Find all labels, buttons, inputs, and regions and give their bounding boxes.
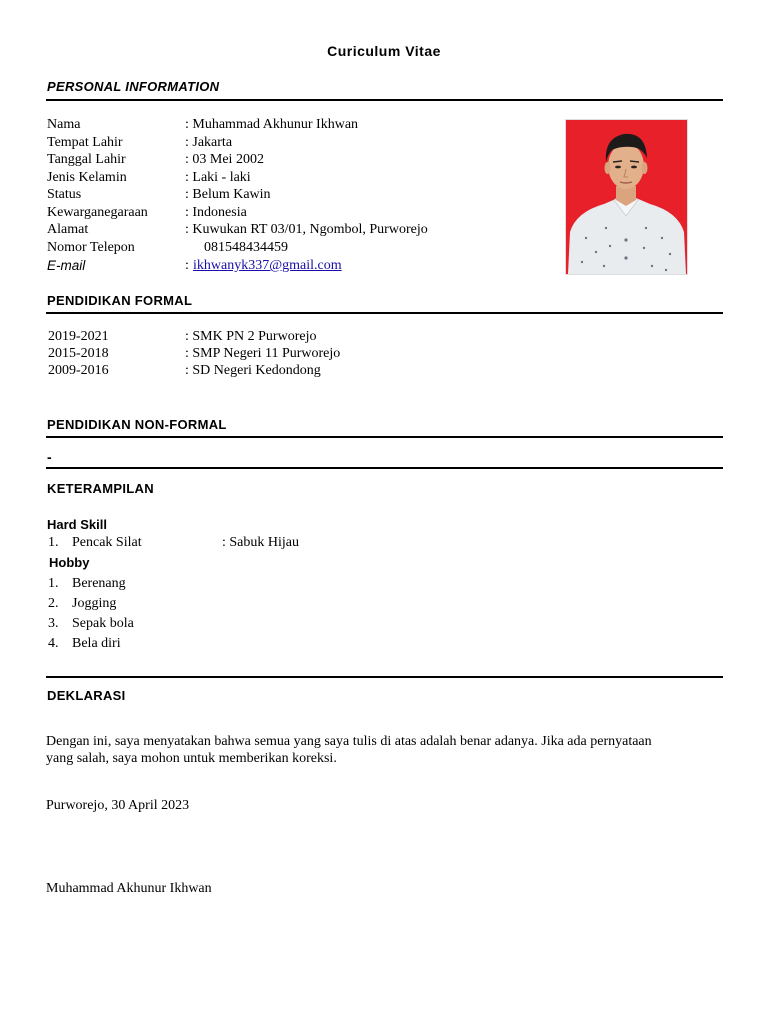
- section-divider: [46, 676, 723, 678]
- hard-skill-number: 1.: [48, 535, 59, 550]
- value-status: : Belum Kawin: [185, 187, 271, 202]
- section-divider: [46, 99, 723, 101]
- section-divider: [46, 467, 723, 469]
- hobby-number: 1.: [48, 576, 59, 591]
- place-date: Purworejo, 30 April 2023: [46, 798, 190, 813]
- declaration-text-line-1: Dengan ini, saya menyatakan bahwa semua yang saya tulis di atas adalah benar adanya. Jika ada pernyataan: [46, 734, 652, 749]
- document-title: Curiculum Vitae: [327, 43, 441, 59]
- value-kewarganegaraan: : Indonesia: [185, 204, 247, 220]
- education-school: : SD Negeri Kedondong: [185, 363, 321, 378]
- nonformal-education-value: -: [47, 449, 52, 465]
- skills-heading: KETERAMPILAN: [47, 481, 154, 496]
- email-colon: :: [185, 258, 189, 273]
- hobby-number: 2.: [48, 596, 59, 611]
- hard-skill-heading: Hard Skill: [47, 517, 107, 532]
- label-kewarganegaraan: Kewarganegaraan: [47, 204, 148, 220]
- label-alamat: Alamat: [47, 222, 89, 237]
- education-school: : SMP Negeri 11 Purworejo: [185, 346, 341, 361]
- nonformal-education-heading: PENDIDIKAN NON-FORMAL: [47, 417, 227, 432]
- value-alamat: : Kuwukan RT 03/01, Ngombol, Purworejo: [185, 222, 428, 237]
- label-nomor-telepon: Nomor Telepon: [47, 239, 135, 255]
- label-email: E-mail: [47, 258, 86, 273]
- label-tanggal-lahir: Tanggal Lahir: [47, 152, 126, 167]
- label-jenis-kelamin: Jenis Kelamin: [47, 169, 127, 185]
- declaration-heading: DEKLARASI: [47, 688, 126, 703]
- value-tanggal-lahir: : 03 Mei 2002: [185, 152, 264, 167]
- hobby-number: 3.: [48, 616, 59, 631]
- hard-skill-detail: : Sabuk Hijau: [222, 535, 299, 550]
- education-school: : SMK PN 2 Purworejo: [185, 329, 317, 344]
- hobby-item: Berenang: [72, 576, 126, 591]
- email-link[interactable]: ikhwanyk337@gmail.com: [193, 258, 342, 273]
- declaration-text-line-2: yang salah, saya mohon untuk memberikan koreksi.: [46, 751, 337, 766]
- label-tempat-lahir: Tempat Lahir: [47, 134, 123, 150]
- education-years: 2019-2021: [48, 329, 109, 344]
- profile-photo-image: [566, 120, 687, 274]
- label-status: Status: [47, 187, 82, 202]
- hobby-item: Bela diri: [72, 636, 121, 651]
- hobby-item: Sepak bola: [72, 616, 134, 631]
- value-nomor-telepon: 081548434459: [204, 239, 288, 255]
- hard-skill-name: Pencak Silat: [72, 535, 142, 550]
- personal-info-heading: PERSONAL INFORMATION: [47, 79, 220, 94]
- section-divider: [46, 312, 723, 314]
- formal-education-heading: PENDIDIKAN FORMAL: [47, 293, 193, 308]
- value-tempat-lahir: : Jakarta: [185, 134, 233, 150]
- signature-name: Muhammad Akhunur Ikhwan: [46, 881, 212, 896]
- hobby-item: Jogging: [72, 596, 117, 611]
- value-nama: : Muhammad Akhunur Ikhwan: [185, 117, 359, 132]
- value-jenis-kelamin: : Laki - laki: [185, 169, 251, 185]
- label-nama: Nama: [47, 117, 81, 132]
- profile-photo: [565, 119, 688, 275]
- education-years: 2009-2016: [48, 363, 109, 378]
- education-years: 2015-2018: [48, 346, 109, 361]
- hobby-heading: Hobby: [49, 555, 90, 570]
- section-divider: [46, 436, 723, 438]
- hobby-number: 4.: [48, 636, 59, 651]
